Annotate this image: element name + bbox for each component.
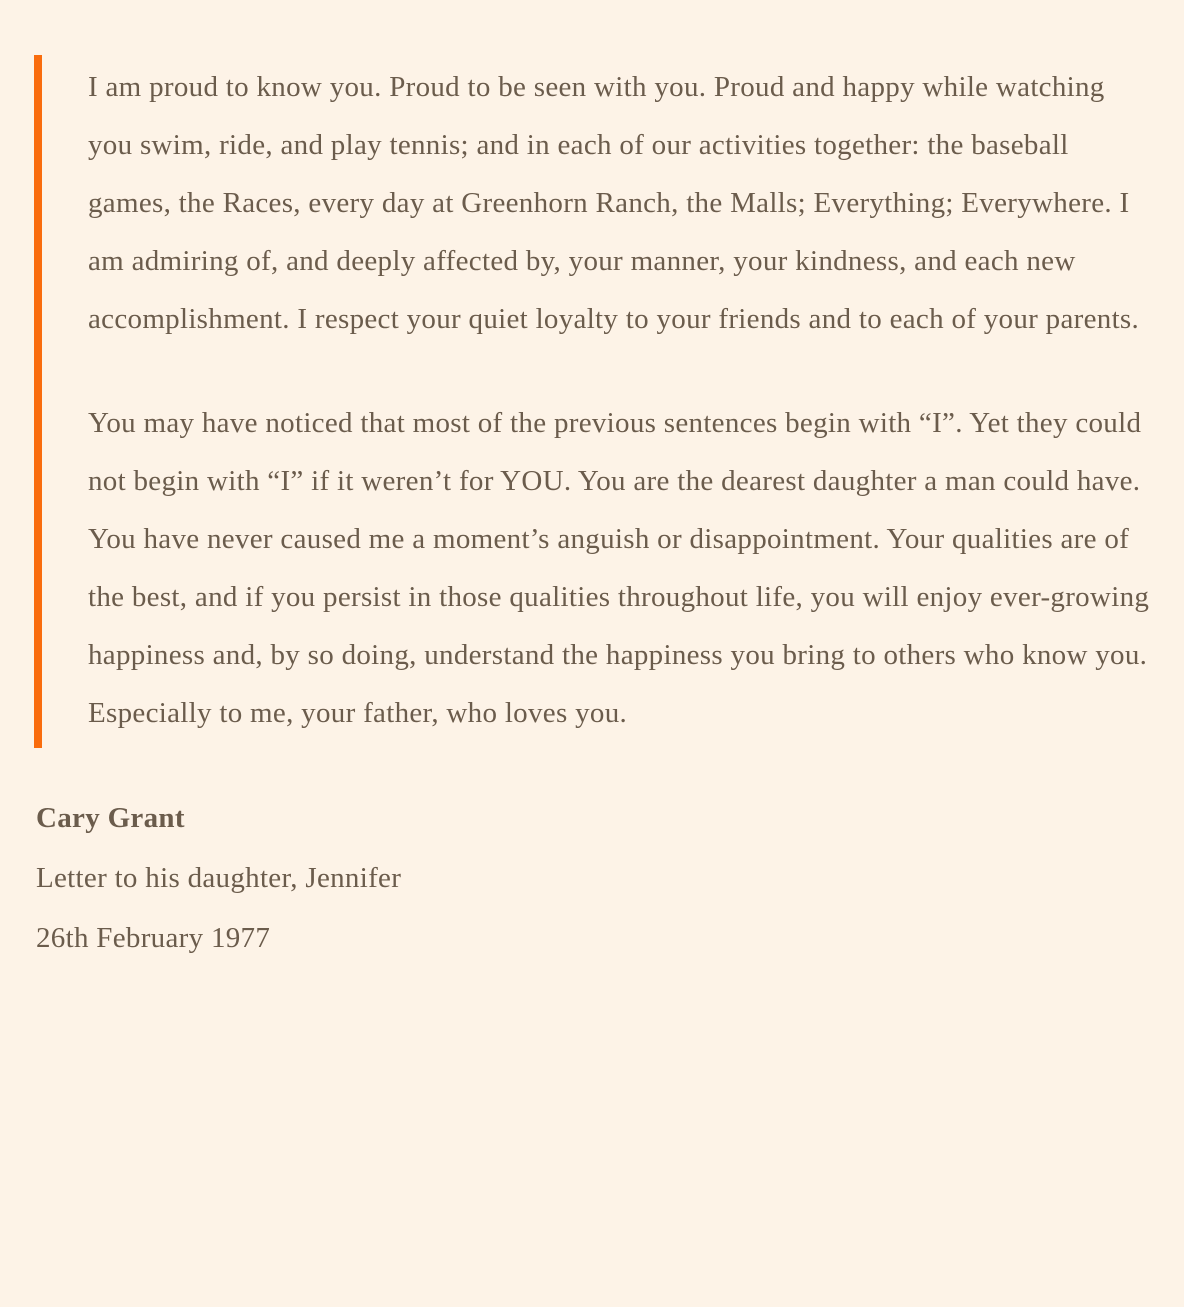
quote-paragraph-2: You may have noticed that most of the previous sentences begin with “I”. Yet they could not begin with “I” if it weren’t for YOU. You are the dearest daughter a man could have. You have never caused me a moment’s anguish or disappointment. Your qualities are of the best, and if you persist in those qualities throughout life, you will enjoy ever-growing happiness and, by so doing, understand the happiness you bring to others who know you. Especially to me, your father, who loves you. xyxy=(88,407,1150,729)
quote-paragraph-1: I am proud to know you. Proud to be seen with you. Proud and happy while watching you swim, ride, and play tennis; and in each of our activities together: the baseball games, the Races, every day at Greenhorn Ranch, the Malls; Everything; Everywhere. I am admiring of, and deeply affected by, your manner, your kindness, and each new accomplishment. I respect your quiet loyalty to your friends and to each of your parents. xyxy=(88,71,1140,335)
attribution-source: Letter to his daughter, Jennifer xyxy=(36,862,402,894)
attribution xyxy=(36,788,1148,968)
author-name: Cary Grant xyxy=(36,802,185,834)
quote-block xyxy=(34,55,1150,748)
attribution-date: 26th February 1977 xyxy=(36,922,271,954)
